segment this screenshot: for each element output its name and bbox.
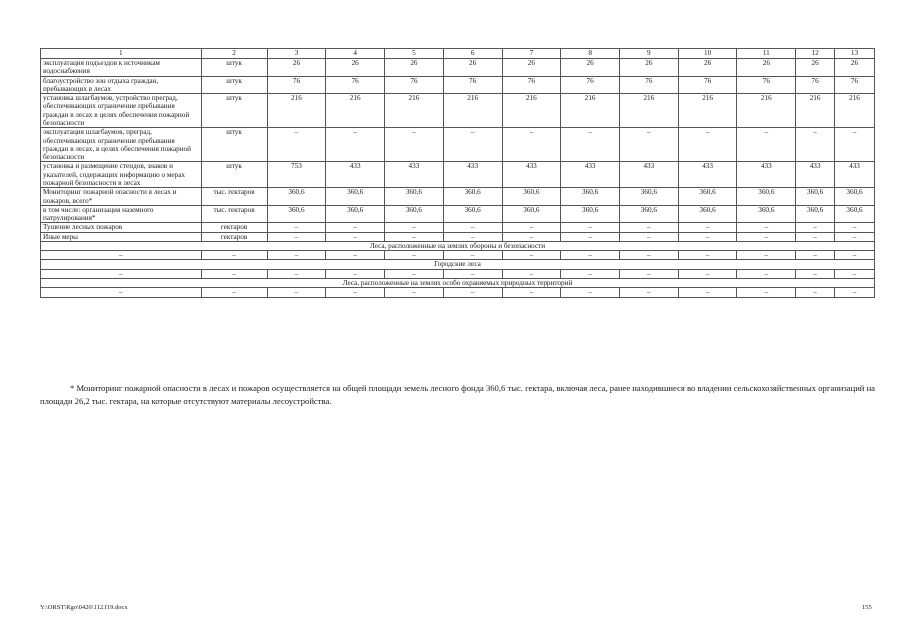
- section-data-row: [41, 288, 875, 297]
- table-cell: –: [385, 232, 444, 241]
- table-cell: –: [41, 288, 202, 297]
- table-cell: 26: [267, 59, 326, 77]
- table-cell: 360,6: [796, 205, 835, 223]
- column-number: 1: [41, 49, 202, 59]
- table-cell: 360,6: [502, 205, 561, 223]
- table-cell: –: [619, 251, 678, 260]
- table-cell: 433: [796, 162, 835, 188]
- table-cell: 26: [326, 59, 385, 77]
- table-cell: 360,6: [619, 205, 678, 223]
- table-cell: –: [201, 269, 267, 278]
- table-cell: 360,6: [267, 205, 326, 223]
- section-header-row: [41, 241, 875, 250]
- table-cell: –: [619, 288, 678, 297]
- file-path: Y:\ORST\Rgo\0426\112.f19.docx: [40, 604, 128, 611]
- table-cell: –: [267, 288, 326, 297]
- table-cell: –: [385, 223, 444, 232]
- column-number: 9: [619, 49, 678, 59]
- table-cell: 360,6: [835, 205, 875, 223]
- table-cell: –: [737, 251, 796, 260]
- table-cell: 216: [678, 94, 737, 128]
- column-number: 3: [267, 49, 326, 59]
- table-cell: –: [502, 269, 561, 278]
- table-cell: –: [443, 232, 502, 241]
- table-cell: –: [326, 223, 385, 232]
- table-cell: 360,6: [737, 205, 796, 223]
- table-cell: –: [796, 128, 835, 162]
- row-name: Тушение лесных пожаров: [41, 223, 202, 232]
- table-cell: –: [796, 232, 835, 241]
- table-cell: –: [561, 128, 620, 162]
- table-cell: 216: [267, 94, 326, 128]
- row-unit: штук: [201, 94, 267, 128]
- row-name: эксплуатация подъездов к источникам водоснабжения: [41, 59, 202, 77]
- table-cell: 216: [619, 94, 678, 128]
- table-row: [41, 232, 875, 241]
- table-cell: 360,6: [796, 188, 835, 206]
- table-cell: –: [737, 232, 796, 241]
- row-name: установка шлагбаумов, устройство преград, обеспечивающих ограничение пребывания граждан в лесах в целях обеспечения пожарной безопасности: [41, 94, 202, 128]
- table-cell: –: [561, 223, 620, 232]
- table-cell: –: [41, 269, 202, 278]
- row-unit: гектаров: [201, 232, 267, 241]
- table-cell: 26: [737, 59, 796, 77]
- table-cell: 76: [796, 76, 835, 94]
- table-cell: 433: [385, 162, 444, 188]
- table-cell: –: [385, 128, 444, 162]
- table-cell: –: [502, 251, 561, 260]
- page-number: 155: [862, 604, 872, 611]
- table-cell: –: [737, 288, 796, 297]
- table-cell: 360,6: [678, 205, 737, 223]
- table-cell: –: [678, 223, 737, 232]
- table-cell: –: [443, 251, 502, 260]
- row-name: Иные меры: [41, 232, 202, 241]
- table-cell: –: [561, 232, 620, 241]
- table-cell: –: [502, 128, 561, 162]
- forest-fire-measures-table: [40, 48, 875, 298]
- table-cell: 216: [443, 94, 502, 128]
- table-cell: 26: [502, 59, 561, 77]
- section-header-row: [41, 279, 875, 288]
- table-cell: –: [502, 232, 561, 241]
- table-cell: –: [678, 232, 737, 241]
- table-cell: 360,6: [385, 205, 444, 223]
- table-cell: –: [443, 223, 502, 232]
- column-number: 6: [443, 49, 502, 59]
- table-cell: 360,6: [502, 188, 561, 206]
- table-cell: 76: [443, 76, 502, 94]
- column-number: 13: [835, 49, 875, 59]
- row-unit: штук: [201, 59, 267, 77]
- table-cell: –: [796, 251, 835, 260]
- table-cell: 76: [737, 76, 796, 94]
- table-cell: –: [835, 269, 875, 278]
- table-cell: –: [267, 269, 326, 278]
- table-cell: 216: [737, 94, 796, 128]
- table-cell: –: [443, 128, 502, 162]
- column-number: 11: [737, 49, 796, 59]
- column-number: 8: [561, 49, 620, 59]
- table-cell: –: [267, 251, 326, 260]
- table-row: [41, 188, 875, 206]
- row-name: в том числе: организация наземного патрулирования*: [41, 205, 202, 223]
- table-cell: –: [678, 269, 737, 278]
- column-number: 10: [678, 49, 737, 59]
- table-cell: 433: [619, 162, 678, 188]
- table-cell: 216: [385, 94, 444, 128]
- table-cell: –: [619, 232, 678, 241]
- table-cell: 360,6: [678, 188, 737, 206]
- table-cell: 216: [796, 94, 835, 128]
- table-cell: –: [678, 251, 737, 260]
- section-data-row: [41, 251, 875, 260]
- table-cell: 26: [561, 59, 620, 77]
- table-row: [41, 76, 875, 94]
- column-number: 2: [201, 49, 267, 59]
- table-cell: –: [443, 269, 502, 278]
- table-cell: –: [796, 269, 835, 278]
- section-data-row: [41, 269, 875, 278]
- table-cell: 76: [619, 76, 678, 94]
- table-cell: 76: [502, 76, 561, 94]
- table-cell: 216: [561, 94, 620, 128]
- table-cell: 433: [737, 162, 796, 188]
- column-number: 12: [796, 49, 835, 59]
- table-cell: 753: [267, 162, 326, 188]
- table-cell: –: [267, 232, 326, 241]
- table-cell: 76: [267, 76, 326, 94]
- table-cell: 26: [385, 59, 444, 77]
- row-name: эксплуатация шлагбаумов, преград, обеспечивающих ограничение пребывания граждан в лесах, в целях обеспечения пожарной безопасности: [41, 128, 202, 162]
- table-cell: 76: [561, 76, 620, 94]
- footnote: * Мониторинг пожарной опасности в лесах и пожаров осуществляется на общей площади земель лесного фонда 360,6 тыс. гектара, включая леса, ранее находившиеся во владении сельскохозяйственных организаций на площади 26,2 тыс. гектара, на которые отсутствуют материалы лесоустройства.: [40, 383, 875, 406]
- table-cell: 360,6: [737, 188, 796, 206]
- table-cell: 26: [678, 59, 737, 77]
- table-cell: –: [385, 288, 444, 297]
- row-unit: тыс. гектаров: [201, 188, 267, 206]
- table-cell: –: [41, 251, 202, 260]
- table-cell: –: [201, 251, 267, 260]
- row-name: установка и размещение стендов, знаков и указателей, содержащих информацию о мерах пожарной безопасности в лесах: [41, 162, 202, 188]
- table-row: [41, 94, 875, 128]
- table-cell: 360,6: [619, 188, 678, 206]
- table-cell: 360,6: [385, 188, 444, 206]
- table-cell: 433: [443, 162, 502, 188]
- table-cell: –: [835, 232, 875, 241]
- table-cell: 360,6: [326, 188, 385, 206]
- table-cell: 433: [326, 162, 385, 188]
- table-cell: 360,6: [561, 188, 620, 206]
- table-cell: –: [326, 128, 385, 162]
- row-unit: тыс. гектаров: [201, 205, 267, 223]
- table-cell: 26: [619, 59, 678, 77]
- table-cell: 433: [678, 162, 737, 188]
- table-row: [41, 162, 875, 188]
- table-row: [41, 128, 875, 162]
- table-cell: –: [619, 223, 678, 232]
- table-cell: –: [835, 223, 875, 232]
- table-cell: 26: [835, 59, 875, 77]
- table-cell: –: [502, 223, 561, 232]
- table-cell: 360,6: [561, 205, 620, 223]
- table-cell: 433: [561, 162, 620, 188]
- table-cell: –: [737, 269, 796, 278]
- column-number: 4: [326, 49, 385, 59]
- table-cell: –: [619, 128, 678, 162]
- table-cell: –: [561, 251, 620, 260]
- column-number: 5: [385, 49, 444, 59]
- table-cell: –: [835, 288, 875, 297]
- header-row: [41, 49, 875, 59]
- section-title: Городские леса: [41, 260, 875, 269]
- table-cell: –: [835, 128, 875, 162]
- table-cell: –: [678, 288, 737, 297]
- table-cell: 360,6: [835, 188, 875, 206]
- table-row: [41, 59, 875, 77]
- table-cell: –: [796, 223, 835, 232]
- table-cell: –: [502, 288, 561, 297]
- row-unit: штук: [201, 162, 267, 188]
- table-cell: 76: [326, 76, 385, 94]
- table-cell: –: [326, 269, 385, 278]
- table-cell: 433: [502, 162, 561, 188]
- table-cell: 26: [443, 59, 502, 77]
- row-unit: гектаров: [201, 223, 267, 232]
- row-unit: штук: [201, 128, 267, 162]
- table-cell: –: [561, 288, 620, 297]
- row-unit: штук: [201, 76, 267, 94]
- table-cell: –: [326, 251, 385, 260]
- table-cell: –: [561, 269, 620, 278]
- table-cell: –: [737, 128, 796, 162]
- table-cell: –: [443, 288, 502, 297]
- table-cell: –: [619, 269, 678, 278]
- table-cell: 360,6: [267, 188, 326, 206]
- table-cell: –: [678, 128, 737, 162]
- table-row: [41, 205, 875, 223]
- table-cell: –: [385, 251, 444, 260]
- table-row: [41, 223, 875, 232]
- table-cell: 76: [385, 76, 444, 94]
- row-name: Мониторинг пожарной опасности в лесах и пожаров, всего*: [41, 188, 202, 206]
- table-cell: –: [835, 251, 875, 260]
- table-cell: –: [267, 128, 326, 162]
- table-cell: 360,6: [326, 205, 385, 223]
- table-cell: 433: [835, 162, 875, 188]
- table-cell: 76: [678, 76, 737, 94]
- section-header-row: [41, 260, 875, 269]
- table-cell: –: [267, 223, 326, 232]
- table-cell: –: [796, 288, 835, 297]
- table-cell: 26: [796, 59, 835, 77]
- table-cell: 216: [326, 94, 385, 128]
- row-name: благоустройство зон отдыха граждан, пребывающих в лесах: [41, 76, 202, 94]
- table-cell: –: [385, 269, 444, 278]
- table-cell: 216: [835, 94, 875, 128]
- table-cell: 360,6: [443, 188, 502, 206]
- table-cell: –: [737, 223, 796, 232]
- table-cell: 76: [835, 76, 875, 94]
- table-cell: –: [326, 232, 385, 241]
- section-title: Леса, расположенные на землях особо охраняемых природных территорий: [41, 279, 875, 288]
- section-title: Леса, расположенные на землях обороны и безопасности: [41, 241, 875, 250]
- table-cell: –: [326, 288, 385, 297]
- table-cell: 216: [502, 94, 561, 128]
- table-cell: –: [201, 288, 267, 297]
- column-number: 7: [502, 49, 561, 59]
- table-cell: 360,6: [443, 205, 502, 223]
